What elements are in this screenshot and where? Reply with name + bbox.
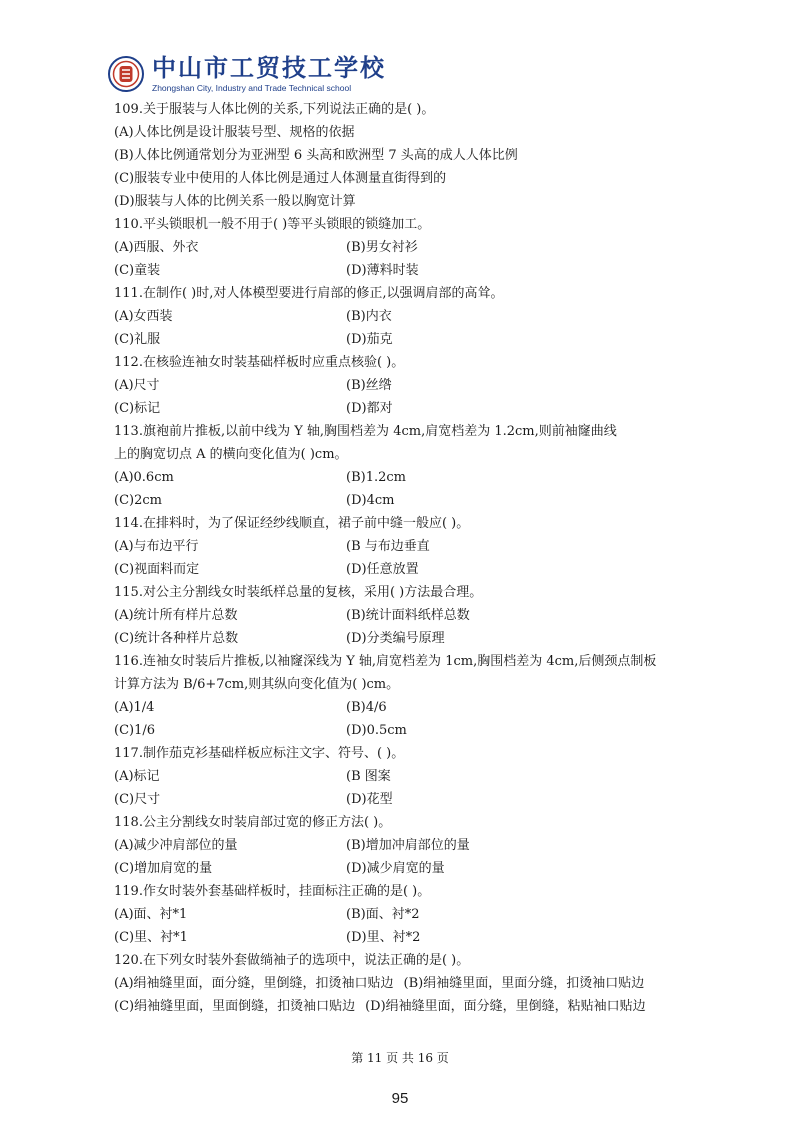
- answer-option: (A)标记: [114, 769, 160, 784]
- question-stem: 110.平头锁眼机一般不用于( )等平头锁眼的锁缝加工。: [114, 217, 431, 232]
- question-stem: 109.关于服装与人体比例的关系,下列说法正确的是( )。: [114, 102, 435, 117]
- answer-option: (A)西服、外衣: [114, 240, 199, 255]
- school-name: 中山市工贸技工学校: [152, 54, 386, 82]
- answer-option: (D)里、衬*2: [346, 930, 421, 945]
- option-gap: [355, 995, 365, 1018]
- question-item: [114, 949, 714, 1018]
- question-item: [114, 351, 714, 420]
- question-item: [114, 282, 714, 351]
- option-row: [114, 374, 714, 397]
- answer-option: (D)花型: [346, 792, 393, 807]
- option-row: [114, 903, 714, 926]
- page-indicator: 第 11 页 共 16 页: [351, 1051, 449, 1065]
- answer-option: (C)童装: [114, 263, 161, 278]
- option-row: [114, 995, 714, 1018]
- answer-option: (C)绢袖缝里面，里面倒缝，扣烫袖口贴边: [114, 999, 356, 1014]
- option-row: [114, 535, 714, 558]
- answer-option: (B)内衣: [346, 309, 392, 324]
- question-stem: 114.在排料时，为了保证经纱线顺直，裙子前中缝一般应( )。: [114, 516, 470, 531]
- answer-option: (C)2cm: [114, 493, 162, 508]
- question-stem: 117.制作茄克衫基础样板应标注文字、符号、( )。: [114, 746, 405, 761]
- school-header: [108, 54, 386, 94]
- answer-option: (D)任意放置: [346, 562, 419, 577]
- answer-option: (A)人体比例是设计服装号型、规格的依据: [114, 125, 355, 140]
- question-stem: 113.旗袍前片推板,以前中线为 Y 轴,胸围档差为 4cm,肩宽档差为 1.2cm,则前袖窿曲线: [114, 424, 617, 439]
- option-row: [114, 765, 714, 788]
- answer-option: (C)礼服: [114, 332, 161, 347]
- answer-option: (C)里、衬*1: [114, 930, 188, 945]
- answer-option: (D)茄克: [346, 332, 393, 347]
- answer-option: (D)减少肩宽的量: [346, 861, 445, 876]
- answer-option: (A)0.6cm: [114, 470, 174, 485]
- question-stem: 112.在核验连袖女时装基础样板时应重点核验( )。: [114, 355, 405, 370]
- answer-option: (C)统计各种样片总数: [114, 631, 239, 646]
- answer-option: (D)服装与人体的比例关系一般以胸宽计算: [114, 194, 356, 209]
- answer-option: (B 图案: [346, 769, 391, 784]
- answer-option: (D)4cm: [346, 493, 395, 508]
- answer-option: (D)薄料时装: [346, 263, 419, 278]
- answer-option: (C)标记: [114, 401, 161, 416]
- answer-option: (B)4/6: [346, 700, 387, 715]
- option-row: [114, 558, 714, 581]
- question-item: [114, 581, 714, 650]
- question-item: [114, 880, 714, 949]
- answer-option: (B)统计面料纸样总数: [346, 608, 470, 623]
- question-stem: 上的胸宽切点 A 的横向变化值为( )cm。: [114, 447, 348, 462]
- answer-option: (A)女西装: [114, 309, 173, 324]
- answer-option: (B)男女衬衫: [346, 240, 418, 255]
- page-number: 95: [391, 1090, 409, 1107]
- option-row: [114, 489, 714, 512]
- question-list: [114, 98, 714, 1018]
- option-row: [114, 466, 714, 489]
- school-name-english: Zhongshan City, Industry and Trade Technical school: [152, 83, 352, 93]
- option-row: [114, 190, 714, 213]
- option-row: [114, 144, 714, 167]
- option-row: [114, 696, 714, 719]
- option-row: [114, 857, 714, 880]
- answer-option: (A)面、衬*1: [114, 907, 188, 922]
- answer-option: (C)视面料而定: [114, 562, 200, 577]
- option-row: [114, 604, 714, 627]
- option-row: [114, 788, 714, 811]
- answer-option: (D)都对: [346, 401, 393, 416]
- option-row: [114, 926, 714, 949]
- question-stem: 120.在下列女时装外套做绱袖子的选项中，说法正确的是( )。: [114, 953, 470, 968]
- question-stem: 118.公主分割线女时装肩部过宽的修正方法( )。: [114, 815, 392, 830]
- option-row: [114, 328, 714, 351]
- answer-option: (A)绢袖缝里面，面分缝，里倒缝，扣烫袖口贴边: [114, 976, 394, 991]
- answer-option: (B 与布边垂直: [346, 539, 430, 554]
- answer-option: (B)丝绺: [346, 378, 392, 393]
- question-stem: 计算方法为 B/6+7cm,则其纵向变化值为( )cm。: [114, 677, 400, 692]
- option-row: [114, 834, 714, 857]
- answer-option: (C)增加肩宽的量: [114, 861, 213, 876]
- answer-option: (A)1/4: [114, 700, 155, 715]
- question-stem: 116.连袖女时装后片推板,以袖窿深线为 Y 轴,肩宽档差为 1cm,胸围档差为 4cm,后侧颈点制板: [114, 654, 657, 669]
- question-item: [114, 213, 714, 282]
- answer-option: (B)1.2cm: [346, 470, 406, 485]
- question-item: [114, 650, 714, 742]
- answer-option: (B)人体比例通常划分为亚洲型 6 头高和欧洲型 7 头高的成人人体比例: [114, 148, 518, 163]
- question-item: [114, 512, 714, 581]
- answer-option: (A)统计所有样片总数: [114, 608, 238, 623]
- option-row: [114, 167, 714, 190]
- answer-option: (C)1/6: [114, 723, 156, 738]
- question-item: [114, 98, 714, 213]
- option-gap: [394, 972, 404, 995]
- answer-option: (D)分类编号原理: [346, 631, 445, 646]
- option-row: [114, 719, 714, 742]
- answer-option: (C)服装专业中使用的人体比例是通过人体测量直街得到的: [114, 171, 447, 186]
- answer-option: (A)与布边平行: [114, 539, 199, 554]
- option-row: [114, 236, 714, 259]
- answer-option: (D)0.5cm: [346, 723, 407, 738]
- question-stem: 119.作女时装外套基础样板时，挂面标注正确的是( )。: [114, 884, 431, 899]
- option-row: [114, 627, 714, 650]
- option-row: [114, 121, 714, 144]
- option-row: [114, 305, 714, 328]
- question-item: [114, 420, 714, 512]
- option-row: [114, 259, 714, 282]
- answer-option: (C)尺寸: [114, 792, 161, 807]
- answer-option: (A)减少冲肩部位的量: [114, 838, 238, 853]
- question-item: [114, 811, 714, 880]
- question-stem: 111.在制作( )时,对人体模型要进行肩部的修正,以强调肩部的高耸。: [114, 286, 504, 301]
- answer-option: (B)面、衬*2: [346, 907, 420, 922]
- question-stem: 115.对公主分割线女时装纸样总量的复核，采用( )方法最合理。: [114, 585, 483, 600]
- option-row: [114, 972, 714, 995]
- question-item: [114, 742, 714, 811]
- answer-option: (D)绢袖缝里面，面分缝，里倒缝，粘贴袖口贴边: [365, 999, 646, 1014]
- answer-option: (B)绢袖缝里面，里面分缝，扣烫袖口贴边: [403, 976, 645, 991]
- option-row: [114, 397, 714, 420]
- answer-option: (B)增加冲肩部位的量: [346, 838, 470, 853]
- answer-option: (A)尺寸: [114, 378, 160, 393]
- school-logo-icon: [108, 56, 144, 92]
